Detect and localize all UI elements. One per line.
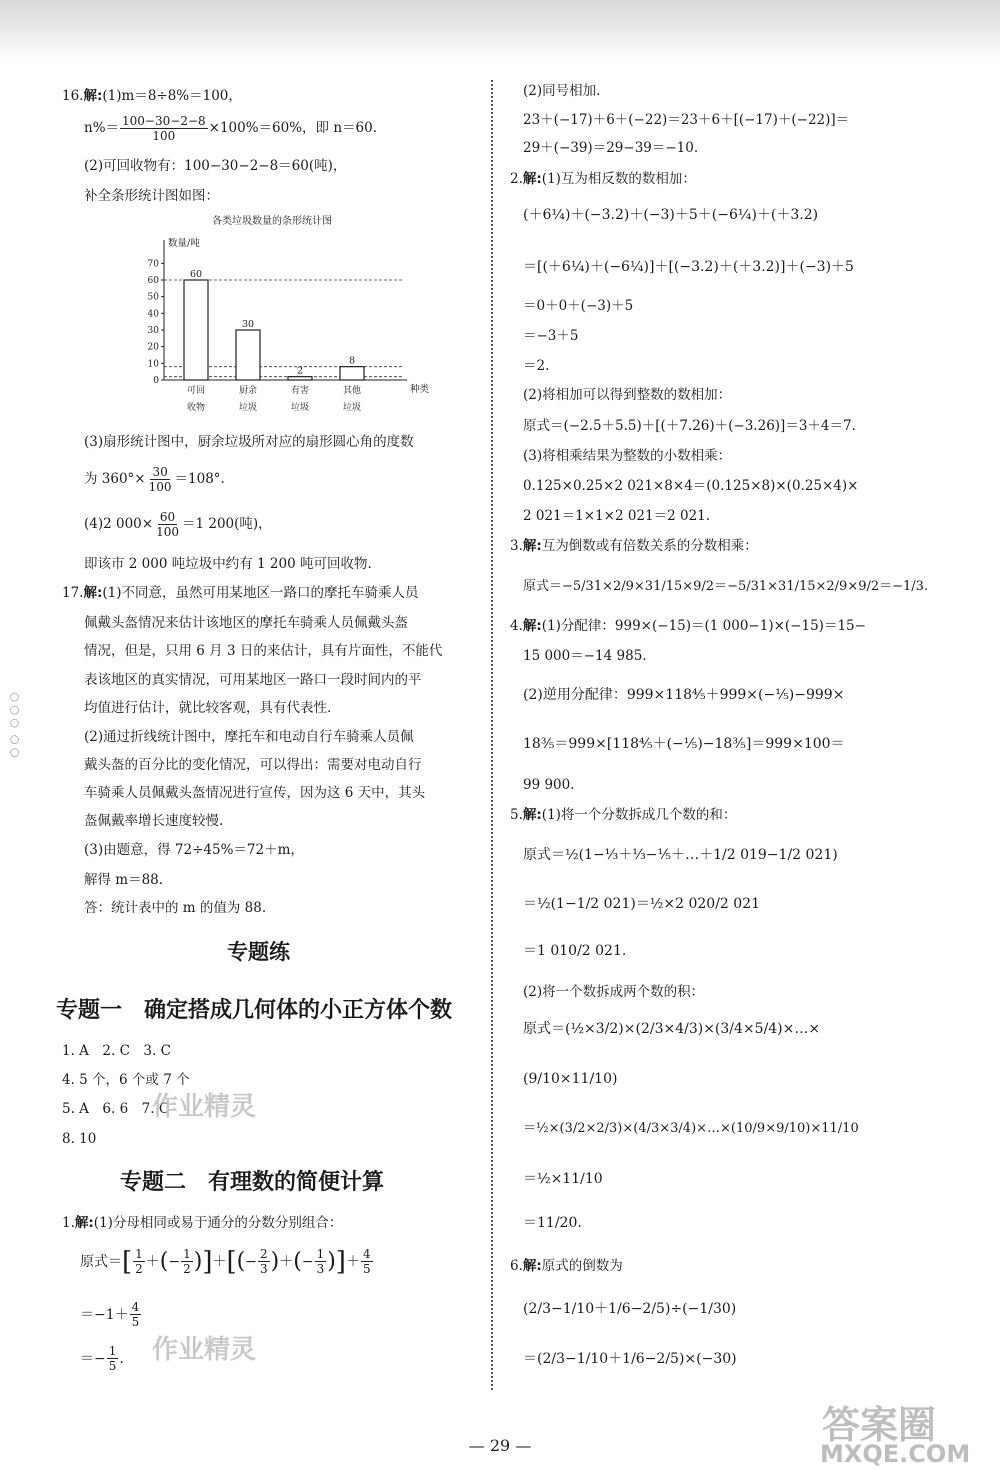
site-url: MXQE.COM — [820, 1440, 971, 1468]
q16-line-5: (3)扇形统计图中，厨余垃圾所对应的扇形圆心角的度数 — [84, 434, 414, 450]
q5-expr-8: ＝11/20. — [523, 1215, 582, 1231]
q17-line-10: (3)由题意，得 72÷45%＝72＋m， — [84, 842, 304, 858]
q5-expr-7: ＝½×11/10 — [523, 1171, 603, 1187]
q17-line-8: 车骑乘人员佩戴头盔情况进行宣传，因为这 6 天中，其头 — [84, 785, 426, 801]
y-tick-label: 20 — [147, 342, 159, 353]
category-label: 垃圾 — [238, 403, 258, 413]
q16-line-3: (2)可回收物有：100−30−2−8＝60(吨)， — [84, 158, 347, 174]
q17-line-12: 答：统计表中的 m 的值为 88. — [84, 900, 267, 916]
bar — [236, 330, 260, 380]
q5-expr-6: ＝½×(3/2×2/3)×(4/3×3/4)×…×(10/9×9/10)×11/10 — [523, 1121, 859, 1136]
q2-expr-4: ＝−3＋5 — [523, 328, 579, 344]
scan-top-band — [0, 0, 1000, 60]
category-label: 其他 — [342, 386, 362, 396]
watermark: 作业精灵 — [152, 1092, 257, 1122]
q3-expr-1: 原式＝−5/31×2/9×31/15×9/2＝−5/31×31/15×2/9×9/2＝−1/3. — [523, 579, 929, 594]
bar-value-label: 8 — [348, 355, 356, 367]
y-tick-label: 10 — [147, 359, 159, 370]
q6-head: 6.解:原式的倒数为 — [510, 1258, 623, 1274]
q4-expr-3: 99 900. — [523, 777, 575, 793]
y-tick-label: 50 — [147, 292, 159, 303]
jie-label: 解: — [83, 585, 103, 601]
q2-expr-2: ＝[(＋6¼)＋(−6¼)]＋[(−3.2)＋(＋3.2)]＋(−3)＋5 — [523, 259, 854, 275]
q16-line-8: 即该市 2 000 吨垃圾中约有 1 200 吨可回收物. — [84, 556, 372, 572]
q2-expr-5: ＝2. — [523, 358, 550, 374]
topic1-answers-4: 8. 10 — [62, 1131, 97, 1147]
category-label: 收物 — [186, 403, 206, 413]
t2-q1-line-1: 1.解:(1)分母相同或易于通分的分数分别组合： — [62, 1215, 343, 1231]
y-tick-label: 60 — [147, 276, 159, 286]
q2-expr-8: 2 021＝1×1×2 021＝2 021. — [523, 508, 711, 524]
chart-title: 各类垃圾数量的条形统计图 — [212, 216, 332, 227]
q2-line-3: (3)将相乘结果为整数的小数相乘： — [523, 448, 732, 464]
y-tick-label: 70 — [147, 259, 159, 270]
right-line-3: 29＋(−39)＝29−39＝−10. — [523, 140, 699, 156]
column-divider — [491, 80, 493, 1390]
q5-expr-2: ＝½(1−1/2 021)＝½×2 020/2 021 — [523, 896, 761, 912]
q6-expr-1: (2/3−1/10＋1/6−2/5)÷(−1/30) — [523, 1301, 737, 1317]
category-label: 垃圾 — [290, 403, 310, 413]
fraction: $\frac{100-30-2-8}{100}$ — [122, 114, 206, 143]
q2-head: 2.解:(1)互为相反数的数相加： — [510, 171, 696, 187]
t2-q1-expr-3: ＝− $\frac{1}{5}$ . — [80, 1344, 124, 1373]
bar — [184, 280, 208, 380]
q4-expr-2: 18³⁄₅＝999×[118⁴⁄₅＋(−⅕)−18³⁄₅]＝999×100＝ — [523, 736, 845, 752]
bar-value-label: 30 — [241, 319, 255, 330]
fraction: $\frac{60}{100}$ — [156, 510, 179, 539]
q2-line-2: (2)将相加可以得到整数的数相加： — [523, 387, 732, 403]
bar-chart — [122, 212, 430, 427]
bar — [288, 377, 312, 380]
q5-line-2: (2)将一个数拆成两个数的积： — [523, 984, 705, 1000]
q17-line-5: 均值进行估计，就比较客观，具有代表性. — [84, 700, 332, 716]
q2-expr-7: 0.125×0.25×2 021×8×4＝(0.125×8)×(0.25×4)× — [523, 478, 859, 494]
q17-line-1: 17.解:(1)不同意，虽然可用某地区一路口的摩托车骑乘人员 — [62, 585, 419, 601]
q5-head: 5.解:(1)将一个分数拆成几个数的和： — [510, 807, 737, 823]
topic1-answers-3: 5. A 6. 6 7. C — [62, 1101, 170, 1117]
q16-line-2: n%＝ $\frac{100-30-2-8}{100}$ ×100%＝60%，即 n＝60. — [84, 114, 378, 143]
watermark-2: 作业精灵 — [152, 1335, 257, 1365]
q17-line-11: 解得 m＝88. — [84, 872, 164, 888]
fraction: $\frac{30}{100}$ — [148, 465, 172, 494]
site-logo: 答案圈 — [822, 1403, 937, 1447]
q4-expr-1: 15 000＝−14 985. — [523, 648, 647, 664]
bar-value-label: 2 — [296, 365, 304, 377]
page-number: — 29 — — [468, 1436, 532, 1455]
q16-line-1: 16.解:(1)m＝8÷8%＝100， — [62, 88, 242, 104]
y-tick-label: 40 — [147, 309, 159, 320]
right-line-2: 23＋(−17)＋6＋(−22)＝23＋6＋[(−17)＋(−22)]＝ — [523, 112, 850, 128]
q4-head: 4.解:(1)分配律：999×(−15)＝(1 000−1)×(−15)＝15− — [510, 618, 866, 634]
q5-expr-5: (9/10×11/10) — [523, 1071, 618, 1087]
category-label: 厨余 — [238, 386, 258, 396]
right-line-1: (2)同号相加. — [523, 83, 601, 99]
q17-line-3: 情况，但是，只用 6 月 3 日的来估计，具有片面性，不能代 — [84, 643, 443, 659]
q5-expr-3: ＝1 010/2 021. — [523, 943, 627, 959]
y-axis-label: 数量/吨 — [168, 238, 200, 249]
topic1-title: 专题一 确定搭成几何体的小正方体个数 — [56, 998, 453, 1023]
t2-q1-expr-1: 原式＝ [ $\frac{1}{2}$ ＋ ( − $\frac{1}{2}$ ) ] ＋ [ ( − $\frac{2}{3}$ ) ＋ ( − $\frac{1}{3}$ ) ] ＋ $\frac{4}{5}$ — [80, 1246, 371, 1277]
binding-mark: ○○○ ○○ — [8, 690, 21, 759]
topic1-answers-2: 4. 5 个，6 个或 7 个 — [62, 1072, 190, 1088]
q6-expr-2: ＝(2/3−1/10＋1/6−2/5)×(−30) — [523, 1351, 737, 1367]
q17-line-2: 佩戴头盔情况来估计该地区的摩托车骑乘人员佩戴头盔 — [84, 615, 408, 631]
topic2-title: 专题二 有理数的简便计算 — [120, 1170, 385, 1195]
q2-expr-3: ＝0＋0＋(−3)＋5 — [523, 298, 634, 314]
category-label: 有害 — [290, 386, 310, 396]
category-label: 垃圾 — [342, 403, 362, 413]
q16-line-7: (4)2 000× $\frac{60}{100}$ ＝1 200(吨)， — [84, 510, 272, 539]
topic1-answers-1: 1. A 2. C 3. C — [62, 1043, 171, 1059]
q5-expr-4: 原式＝(½×3/2)×(2/3×4/3)×(3/4×5/4)×…× — [523, 1021, 821, 1037]
q17-line-9: 盔佩戴率增长速度较慢. — [84, 813, 224, 829]
category-label: 可回 — [186, 386, 206, 396]
q2-expr-6: 原式＝(−2.5＋5.5)＋[(＋7.26)＋(−3.26)]＝3＋4＝7. — [523, 418, 856, 434]
q3-head: 3.解:互为倒数或有倍数关系的分数相乘： — [510, 538, 758, 554]
q17-line-4: 表该地区的真实情况，可用某地区一路口一段时间内的平 — [84, 672, 422, 688]
q16-line-4: 补全条形统计图如图： — [84, 188, 219, 204]
y-tick-label: 30 — [147, 326, 159, 336]
section-title: 专题练 — [227, 940, 290, 964]
bar — [340, 367, 364, 380]
q17-line-7: 戴头盔的百分比的变化情况，可以得出：需要对电动自行 — [84, 757, 422, 773]
q2-expr-1: (＋6¼)＋(−3.2)＋(−3)＋5＋(−6¼)＋(＋3.2) — [523, 207, 819, 223]
y-tick-label: 0 — [153, 376, 159, 386]
q17-line-6: (2)通过折线统计图中，摩托车和电动自行车骑乘人员佩 — [84, 729, 414, 745]
q4-line-2: (2)逆用分配律：999×118⁴⁄₅＋999×(−⅕)−999× — [523, 687, 845, 703]
bar-value-label: 60 — [189, 269, 203, 280]
x-axis-label: 种类 — [410, 384, 430, 395]
q16-line-6: 为 360°× $\frac{30}{100}$ ＝108°. — [84, 465, 225, 494]
q5-expr-1: 原式＝½(1−⅓＋⅓−⅕＋…＋1/2 019−1/2 021) — [523, 847, 838, 863]
t2-q1-expr-2: ＝−1＋ $\frac{4}{5}$ — [80, 1300, 140, 1329]
